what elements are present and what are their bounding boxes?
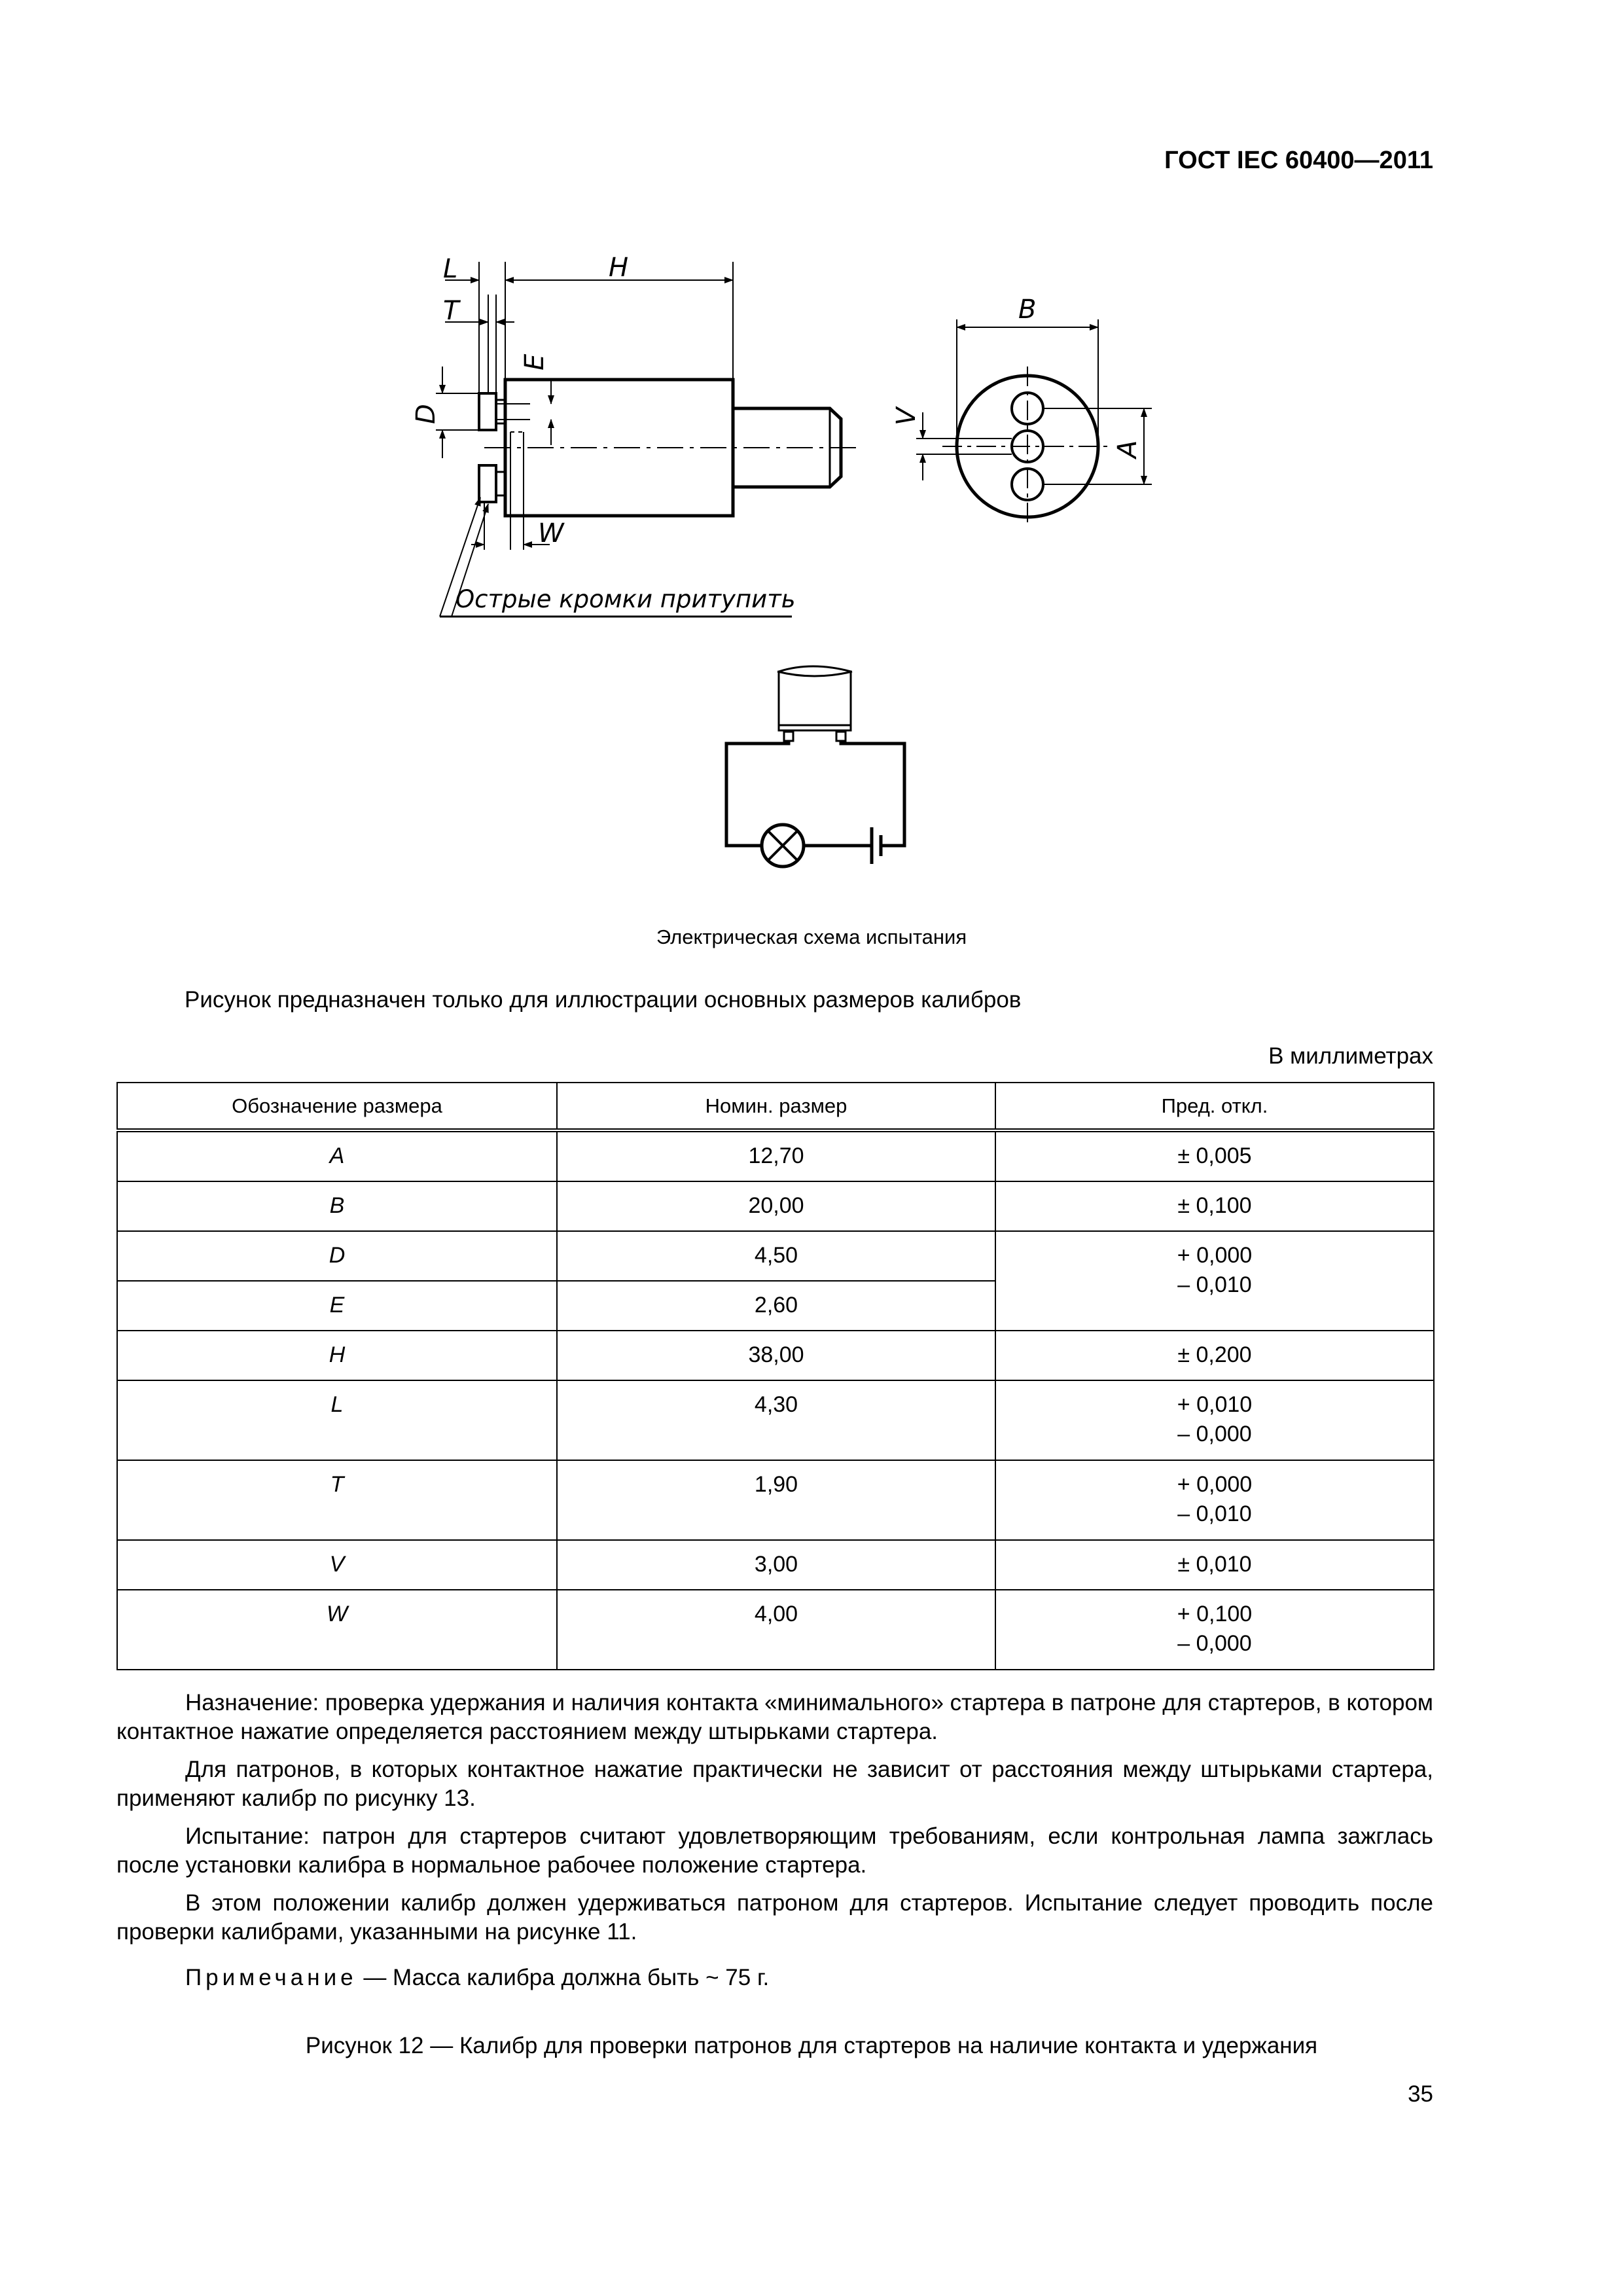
symbol-cell: B: [117, 1181, 557, 1231]
symbol-cell: L: [117, 1380, 557, 1460]
contact-right: [836, 732, 846, 741]
table-row: [117, 1380, 1434, 1460]
note: [116, 1964, 1433, 1992]
tolerance-cell: [995, 1380, 1434, 1460]
symbol-cell: E: [117, 1281, 557, 1331]
table-row: [117, 1590, 1434, 1670]
label-W: W: [538, 518, 564, 548]
paragraph-test: Испытание: патрон для стартеров считают удовлетворяющим требованиям, если контрольная лампа зажглась после установки калибра в нормальное рабочее положение стартера.: [116, 1823, 1433, 1878]
symbol-cell: W: [117, 1590, 557, 1670]
nominal-cell: 20,00: [557, 1181, 995, 1231]
column-header: Обозначение размера: [117, 1083, 557, 1130]
nominal-cell: 3,00: [557, 1540, 995, 1590]
document-number: ГОСТ IEC 60400—2011: [1164, 147, 1433, 174]
table-row: [117, 1331, 1434, 1380]
tolerance-cell: ± 0,010: [995, 1540, 1434, 1590]
nominal-cell: 2,60: [557, 1281, 995, 1331]
tolerance-cell: ± 0,005: [995, 1130, 1434, 1181]
label-B: B: [1018, 295, 1037, 325]
lower-pin-head: [479, 465, 496, 502]
side-view: [436, 262, 857, 617]
symbol-cell: H: [117, 1331, 557, 1380]
symbol-cell: D: [117, 1231, 557, 1281]
nominal-cell: 12,70: [557, 1130, 995, 1181]
tolerance-lower: – 0,000: [1177, 1422, 1252, 1446]
figure-caption: Рисунок 12 — Калибр для проверки патронов для стартеров на наличие контакта и удержания: [305, 2033, 1318, 2058]
page-number: 35: [1408, 2081, 1433, 2107]
gauge-drawing: [0, 0, 1623, 929]
nominal-cell: 4,00: [557, 1590, 995, 1670]
paragraph-position: В этом положении калибр должен удерживаться патроном для стартеров. Испытание следует проводить после проверки калибрами, указанными на рисунке 11.: [116, 1890, 1433, 1945]
units-label: В миллиметрах: [1268, 1043, 1433, 1069]
label-T: T: [443, 296, 459, 326]
table-row: [117, 1231, 1434, 1281]
tolerance-cell: [995, 1460, 1434, 1540]
nominal-cell: 4,50: [557, 1231, 995, 1281]
label-D: D: [411, 404, 441, 424]
tolerance-upper: + 0,010: [1177, 1392, 1253, 1417]
tolerance-cell: [995, 1231, 1434, 1331]
column-header: Номин. размер: [557, 1083, 995, 1130]
nominal-cell: 38,00: [557, 1331, 995, 1380]
label-L: L: [443, 254, 458, 284]
contact-left: [784, 732, 793, 741]
tolerance-upper: + 0,100: [1177, 1602, 1253, 1626]
test-circuit: [726, 666, 904, 867]
label-H: H: [609, 253, 629, 283]
table-row: [117, 1130, 1434, 1181]
circuit-wire-left: [726, 741, 789, 846]
figure-note: Рисунок предназначен только для иллюстрации основных размеров калибров: [185, 987, 1022, 1013]
upper-pin-head: [479, 393, 496, 430]
body-text: [116, 1689, 1433, 2001]
column-header: Пред. откл.: [995, 1083, 1434, 1130]
tolerance-upper: + 0,000: [1177, 1243, 1253, 1268]
tolerance-upper: + 0,000: [1177, 1472, 1253, 1497]
table-row: [117, 1181, 1434, 1231]
label-E: E: [520, 353, 550, 370]
tolerance-lower: – 0,010: [1177, 1501, 1252, 1526]
label-A: A: [1113, 440, 1143, 458]
paragraph-purpose: Назначение: проверка удержания и наличия контакта «минимального» стартера в патроне для стартеров, в котором контактное нажатие определяется расстоянием между штырьками стартера.: [116, 1690, 1433, 1744]
tolerance-cell: [995, 1590, 1434, 1670]
note-label: Примечание: [185, 1965, 357, 1990]
scheme-caption: Электрическая схема испытания: [656, 925, 967, 948]
tolerance-cell: ± 0,100: [995, 1181, 1434, 1231]
front-view: [916, 319, 1152, 524]
symbol-cell: V: [117, 1540, 557, 1590]
label-V: V: [891, 407, 921, 425]
table-row: [117, 1540, 1434, 1590]
symbol-cell: A: [117, 1130, 557, 1181]
nominal-cell: 1,90: [557, 1460, 995, 1540]
tolerance-cell: ± 0,200: [995, 1331, 1434, 1380]
edge-note: Острые кромки притупить: [455, 585, 796, 613]
table-row: [117, 1460, 1434, 1540]
tolerance-lower: – 0,010: [1177, 1272, 1252, 1297]
tolerance-lower: – 0,000: [1177, 1631, 1252, 1656]
dimensions-table: [116, 1082, 1435, 1670]
paragraph-socket: Для патронов, в которых контактное нажатие практически не зависит от расстояния между штырьками стартера, применяют калибр по рисунку 13.: [116, 1757, 1433, 1811]
note-text: — Масса калибра должна быть ~ 75 г.: [357, 1965, 770, 1990]
nominal-cell: 4,30: [557, 1380, 995, 1460]
symbol-cell: T: [117, 1460, 557, 1540]
